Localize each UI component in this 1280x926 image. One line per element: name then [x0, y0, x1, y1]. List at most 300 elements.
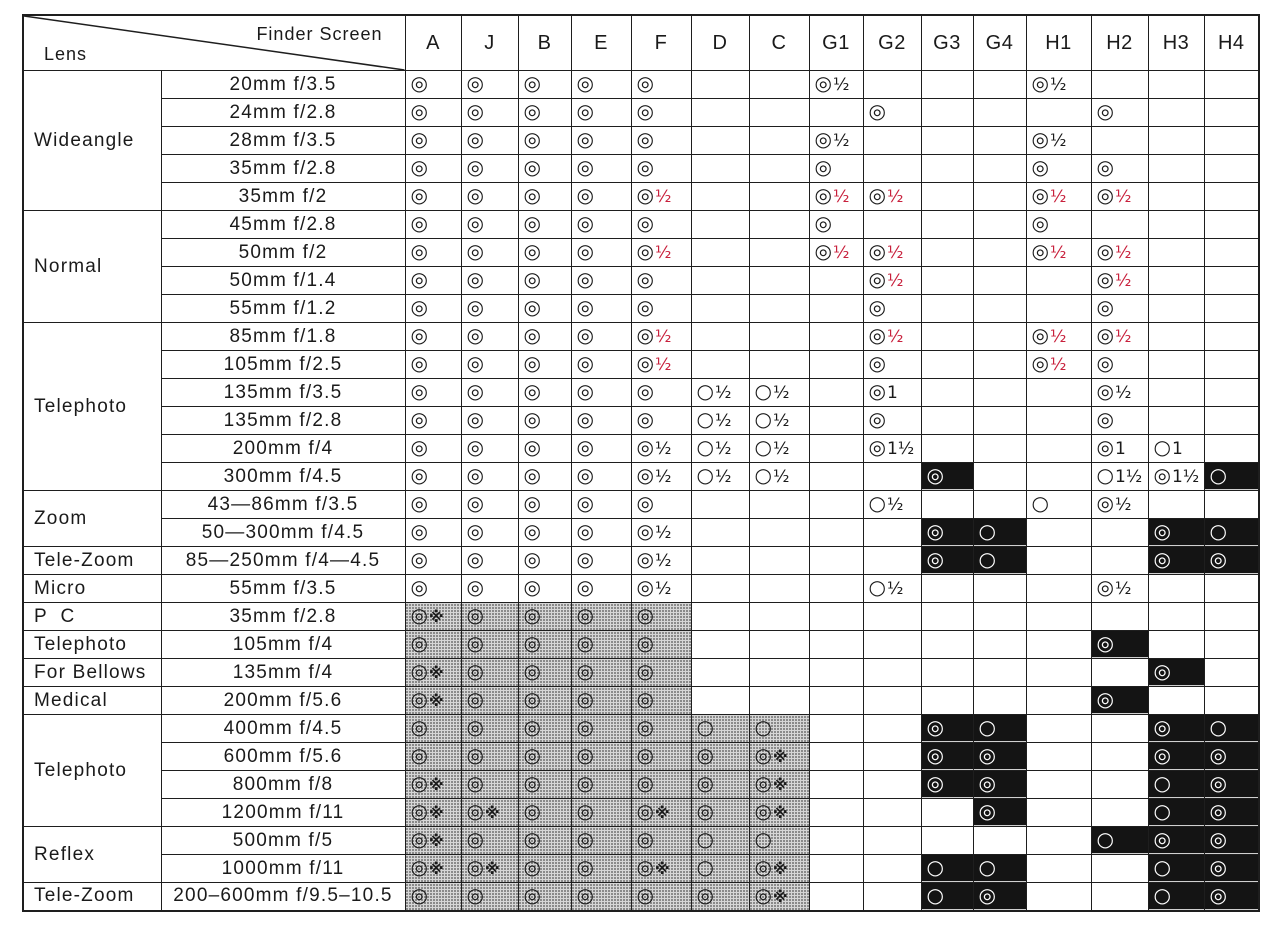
double-circle-icon: ◎ [576, 99, 594, 123]
compat-cell [749, 687, 809, 715]
double-circle-icon: ◎ [1096, 491, 1114, 515]
compat-cell [1204, 183, 1259, 211]
finder-screen-c: C [749, 15, 809, 71]
double-circle-icon: ◎ [868, 295, 886, 319]
compat-cell [571, 799, 631, 827]
compat-cell [1026, 323, 1091, 351]
compat-cell [973, 155, 1026, 183]
double-circle-icon: ◎ [410, 239, 428, 263]
double-circle-icon: ◎ [466, 127, 484, 151]
lens-category: For Bellows [23, 659, 161, 687]
compat-cell [921, 575, 973, 603]
compat-cell [571, 491, 631, 519]
exposure-note: ½ [1114, 243, 1132, 263]
double-circle-icon: ◎ [466, 743, 484, 767]
double-circle-icon: ◎ [466, 239, 484, 263]
compat-cell [1204, 687, 1259, 715]
circle-icon: ○ [978, 855, 996, 879]
compat-cell [809, 71, 863, 99]
compat-cell [405, 687, 461, 715]
lens-category: Normal [23, 211, 161, 323]
compat-cell [863, 379, 921, 407]
compat-cell [518, 687, 571, 715]
double-circle-icon: ◎ [523, 323, 541, 347]
compat-cell [1091, 71, 1148, 99]
compat-cell [1148, 239, 1204, 267]
compat-cell [691, 351, 749, 379]
double-circle-icon: ◎ [636, 715, 654, 739]
compat-cell [691, 155, 749, 183]
double-circle-icon: ◎ [523, 267, 541, 291]
compat-cell [809, 239, 863, 267]
double-circle-icon: ◎ [523, 771, 541, 795]
finder-screen-h2: H2 [1091, 15, 1148, 71]
compat-cell [461, 743, 518, 771]
compat-cell [461, 827, 518, 855]
double-circle-icon: ◎ [466, 99, 484, 123]
double-circle-icon: ◎ [466, 687, 484, 711]
compat-cell [461, 351, 518, 379]
compat-cell [809, 323, 863, 351]
exposure-note: ½ [1114, 271, 1132, 291]
double-circle-icon: ◎ [1153, 659, 1171, 683]
compat-cell [809, 743, 863, 771]
compat-cell [405, 323, 461, 351]
double-circle-icon: ◎ [926, 715, 944, 739]
double-circle-icon: ◎ [636, 603, 654, 627]
lens-row [23, 855, 1259, 883]
compat-cell [809, 687, 863, 715]
compat-cell [461, 715, 518, 743]
lens-row [23, 155, 1259, 183]
compat-cell [863, 239, 921, 267]
compat-cell [571, 127, 631, 155]
compat-cell [1026, 435, 1091, 463]
circle-icon: ○ [696, 715, 714, 739]
compat-cell [518, 855, 571, 883]
compat-cell [921, 379, 973, 407]
compat-cell [631, 771, 691, 799]
compat-cell [461, 99, 518, 127]
double-circle-icon: ◎ [576, 882, 594, 907]
compat-cell [461, 183, 518, 211]
double-circle-icon: ◎ [868, 407, 886, 431]
double-circle-icon: ◎ [1209, 827, 1227, 851]
exposure-note: ½ [654, 355, 672, 375]
compat-cell [1204, 239, 1259, 267]
double-circle-icon: ◎ [636, 659, 654, 683]
compat-cell [1091, 547, 1148, 575]
lens-label: Lens [44, 44, 88, 64]
double-circle-icon: ◎ [576, 351, 594, 375]
compat-cell [921, 743, 973, 771]
compat-cell [405, 99, 461, 127]
double-circle-icon: ◎ [814, 127, 832, 151]
double-circle-icon: ◎ [1153, 463, 1171, 487]
double-circle-icon: ◎ [1096, 379, 1114, 403]
circle-icon: ○ [1209, 519, 1227, 543]
double-circle-icon: ◎ [576, 687, 594, 711]
exposure-note: ½ [772, 383, 790, 403]
compat-cell [405, 267, 461, 295]
compat-cell [631, 323, 691, 351]
compat-cell [1026, 631, 1091, 659]
double-circle-icon: ◎ [696, 799, 714, 823]
compat-cell [518, 743, 571, 771]
circle-icon: ○ [754, 407, 772, 431]
lens-category: Zoom [23, 491, 161, 547]
compat-cell [461, 71, 518, 99]
double-circle-icon: ◎ [636, 743, 654, 767]
compat-cell [571, 71, 631, 99]
compat-cell [921, 351, 973, 379]
exposure-note: ½ [654, 551, 672, 571]
double-circle-icon: ◎ [754, 743, 772, 767]
compat-cell [921, 463, 973, 491]
compat-cell [1091, 183, 1148, 211]
double-circle-icon: ◎ [1209, 855, 1227, 879]
double-circle-icon: ◎ [978, 882, 996, 907]
double-circle-icon: ◎ [523, 687, 541, 711]
compat-cell [1026, 463, 1091, 491]
compat-cell [1204, 491, 1259, 519]
compat-cell [518, 351, 571, 379]
compat-cell [571, 323, 631, 351]
lens-spec: 45mm f/2.8 [161, 211, 405, 239]
compat-cell [1204, 99, 1259, 127]
double-circle-icon: ◎ [978, 743, 996, 767]
double-circle-icon: ◎ [576, 771, 594, 795]
compat-cell [1148, 547, 1204, 575]
double-circle-icon: ◎ [1031, 127, 1049, 151]
compat-cell [461, 659, 518, 687]
compat-cell [1026, 771, 1091, 799]
compat-cell [631, 295, 691, 323]
compat-cell [863, 127, 921, 155]
double-circle-icon: ◎ [410, 435, 428, 459]
double-circle-icon: ◎ [978, 799, 996, 823]
double-circle-icon: ◎ [1153, 547, 1171, 571]
compat-cell [518, 771, 571, 799]
compat-cell [749, 379, 809, 407]
compat-cell [631, 575, 691, 603]
exposure-note: ½ [886, 243, 904, 263]
lens-spec: 50mm f/1.4 [161, 267, 405, 295]
exposure-note: ½ [886, 579, 904, 599]
compat-cell [863, 687, 921, 715]
compat-cell [631, 743, 691, 771]
compat-cell [691, 575, 749, 603]
double-circle-icon: ◎ [1031, 323, 1049, 347]
lens-row [23, 211, 1259, 239]
double-circle-icon: ◎ [1096, 631, 1114, 655]
compat-cell [1091, 715, 1148, 743]
compat-cell [691, 463, 749, 491]
table-body [23, 71, 1259, 911]
compat-cell [1148, 183, 1204, 211]
compat-cell [809, 127, 863, 155]
compat-cell [809, 463, 863, 491]
compat-cell [1091, 379, 1148, 407]
compat-cell [1026, 127, 1091, 155]
compat-cell [461, 267, 518, 295]
compat-cell [809, 771, 863, 799]
compat-cell [809, 267, 863, 295]
compat-cell [1204, 127, 1259, 155]
exposure-note: ½ [832, 75, 850, 95]
compat-cell [749, 547, 809, 575]
compat-cell [1091, 323, 1148, 351]
lens-row [23, 99, 1259, 127]
lens-spec: 600mm f/5.6 [161, 743, 405, 771]
reference-mark-icon: ※ [428, 776, 444, 794]
compat-cell [973, 855, 1026, 883]
circle-icon: ○ [696, 827, 714, 851]
compat-cell [631, 687, 691, 715]
compat-cell [809, 351, 863, 379]
compat-cell [863, 323, 921, 351]
compat-cell [461, 323, 518, 351]
exposure-note: ½ [772, 411, 790, 431]
double-circle-icon: ◎ [576, 239, 594, 263]
compat-cell [749, 183, 809, 211]
finder-screen-g4: G4 [973, 15, 1026, 71]
double-circle-icon: ◎ [466, 155, 484, 179]
double-circle-icon: ◎ [636, 771, 654, 795]
double-circle-icon: ◎ [410, 715, 428, 739]
lens-row [23, 827, 1259, 855]
compat-cell [1091, 855, 1148, 883]
exposure-note: 1 [1114, 439, 1126, 459]
finder-screen-j: J [461, 15, 518, 71]
compat-cell [631, 407, 691, 435]
double-circle-icon: ◎ [636, 351, 654, 375]
compat-cell [809, 435, 863, 463]
compat-cell [1148, 771, 1204, 799]
compat-cell [405, 771, 461, 799]
exposure-note: ½ [1049, 187, 1067, 207]
compat-cell [749, 407, 809, 435]
double-circle-icon: ◎ [696, 882, 714, 907]
double-circle-icon: ◎ [523, 211, 541, 235]
double-circle-icon: ◎ [410, 351, 428, 375]
compat-cell [461, 211, 518, 239]
double-circle-icon: ◎ [868, 323, 886, 347]
compat-cell [921, 323, 973, 351]
compat-cell [1026, 519, 1091, 547]
double-circle-icon: ◎ [636, 491, 654, 515]
compat-cell [1148, 379, 1204, 407]
exposure-note: ½ [654, 187, 672, 207]
exposure-note: ½ [1049, 243, 1067, 263]
compat-cell [571, 267, 631, 295]
lens-spec: 35mm f/2 [161, 183, 405, 211]
double-circle-icon: ◎ [466, 491, 484, 515]
double-circle-icon: ◎ [814, 211, 832, 235]
lens-spec: 200mm f/4 [161, 435, 405, 463]
compat-cell [921, 603, 973, 631]
double-circle-icon: ◎ [523, 799, 541, 823]
circle-icon: ○ [1153, 771, 1171, 795]
compat-cell [571, 855, 631, 883]
compat-cell [405, 211, 461, 239]
lens-spec: 35mm f/2.8 [161, 155, 405, 183]
double-circle-icon: ◎ [636, 519, 654, 543]
double-circle-icon: ◎ [523, 631, 541, 655]
double-circle-icon: ◎ [523, 743, 541, 767]
compat-cell [973, 799, 1026, 827]
compat-cell [691, 239, 749, 267]
compat-cell [691, 883, 749, 911]
double-circle-icon: ◎ [523, 183, 541, 207]
exposure-note: ½ [886, 271, 904, 291]
double-circle-icon: ◎ [636, 183, 654, 207]
compat-cell [1026, 71, 1091, 99]
double-circle-icon: ◎ [754, 771, 772, 795]
lens-row [23, 659, 1259, 687]
compat-cell [809, 715, 863, 743]
circle-icon: ○ [1209, 463, 1227, 487]
compat-cell [461, 855, 518, 883]
compat-cell [1204, 883, 1259, 911]
double-circle-icon: ◎ [466, 295, 484, 319]
compat-cell [631, 435, 691, 463]
compat-cell [863, 827, 921, 855]
compat-cell [973, 323, 1026, 351]
compat-cell [405, 155, 461, 183]
double-circle-icon: ◎ [576, 659, 594, 683]
compat-cell [921, 183, 973, 211]
double-circle-icon: ◎ [410, 407, 428, 431]
lens-spec: 105mm f/4 [161, 631, 405, 659]
lens-row [23, 463, 1259, 491]
double-circle-icon: ◎ [1096, 323, 1114, 347]
circle-icon: ○ [696, 379, 714, 403]
compat-cell [973, 211, 1026, 239]
compat-cell [1148, 575, 1204, 603]
compat-cell [863, 603, 921, 631]
compat-cell [1091, 687, 1148, 715]
compat-cell [973, 267, 1026, 295]
double-circle-icon: ◎ [523, 855, 541, 879]
compat-cell [405, 603, 461, 631]
compat-cell [921, 883, 973, 911]
compat-cell [1026, 295, 1091, 323]
reference-mark-icon: ※ [428, 860, 444, 878]
lens-category: Telephoto [23, 631, 161, 659]
circle-icon: ○ [696, 407, 714, 431]
compat-cell [809, 631, 863, 659]
compat-cell [691, 379, 749, 407]
double-circle-icon: ◎ [636, 379, 654, 403]
compat-cell [1091, 407, 1148, 435]
reference-mark-icon: ※ [772, 860, 788, 878]
compat-cell [461, 883, 518, 911]
double-circle-icon: ◎ [576, 435, 594, 459]
compat-cell [405, 547, 461, 575]
compat-cell [1026, 575, 1091, 603]
double-circle-icon: ◎ [523, 379, 541, 403]
compat-cell [749, 827, 809, 855]
compat-cell [518, 323, 571, 351]
compat-cell [863, 631, 921, 659]
double-circle-icon: ◎ [868, 239, 886, 263]
compat-cell [691, 407, 749, 435]
double-circle-icon: ◎ [410, 267, 428, 291]
exposure-note: ½ [832, 131, 850, 151]
compat-cell [1204, 603, 1259, 631]
compat-cell [749, 883, 809, 911]
compat-cell [571, 603, 631, 631]
compat-cell [863, 519, 921, 547]
compat-cell [631, 351, 691, 379]
compat-cell [1148, 211, 1204, 239]
exposure-note: ½ [832, 187, 850, 207]
compat-cell [405, 71, 461, 99]
compat-cell [518, 547, 571, 575]
compat-cell [921, 127, 973, 155]
double-circle-icon: ◎ [1031, 351, 1049, 375]
compat-cell [1026, 491, 1091, 519]
finder-screen-h4: H4 [1204, 15, 1259, 71]
double-circle-icon: ◎ [1096, 99, 1114, 123]
compat-cell [518, 211, 571, 239]
double-circle-icon: ◎ [576, 799, 594, 823]
double-circle-icon: ◎ [636, 827, 654, 851]
reference-mark-icon: ※ [484, 860, 500, 878]
reference-mark-icon: ※ [772, 887, 788, 906]
exposure-note: ½ [654, 243, 672, 263]
lens-category: Tele-Zoom [23, 547, 161, 575]
compat-cell [631, 239, 691, 267]
compat-cell [1091, 267, 1148, 295]
compat-cell [973, 239, 1026, 267]
lens-spec: 200mm f/5.6 [161, 687, 405, 715]
compat-cell [1148, 743, 1204, 771]
compat-cell [461, 519, 518, 547]
double-circle-icon: ◎ [576, 463, 594, 487]
double-circle-icon: ◎ [410, 855, 428, 879]
compat-cell [1148, 435, 1204, 463]
double-circle-icon: ◎ [410, 687, 428, 711]
exposure-note: 1½ [1114, 467, 1143, 487]
double-circle-icon: ◎ [1096, 407, 1114, 431]
lens-spec: 55mm f/3.5 [161, 575, 405, 603]
compat-cell [1204, 71, 1259, 99]
lens-category: Wideangle [23, 71, 161, 211]
compat-cell [1204, 519, 1259, 547]
double-circle-icon: ◎ [1096, 267, 1114, 291]
compat-cell [863, 351, 921, 379]
compat-cell [631, 379, 691, 407]
reference-mark-icon: ※ [428, 804, 444, 822]
circle-icon: ○ [754, 463, 772, 487]
compat-cell [1148, 407, 1204, 435]
double-circle-icon: ◎ [1096, 351, 1114, 375]
double-circle-icon: ◎ [523, 659, 541, 683]
lens-spec: 50mm f/2 [161, 239, 405, 267]
compat-cell [691, 659, 749, 687]
lens-row [23, 771, 1259, 799]
compat-cell [405, 127, 461, 155]
compat-cell [691, 491, 749, 519]
compat-cell [809, 211, 863, 239]
exposure-note: ½ [772, 467, 790, 487]
double-circle-icon: ◎ [466, 211, 484, 235]
exposure-note: ½ [1049, 355, 1067, 375]
double-circle-icon: ◎ [410, 127, 428, 151]
double-circle-icon: ◎ [410, 603, 428, 627]
